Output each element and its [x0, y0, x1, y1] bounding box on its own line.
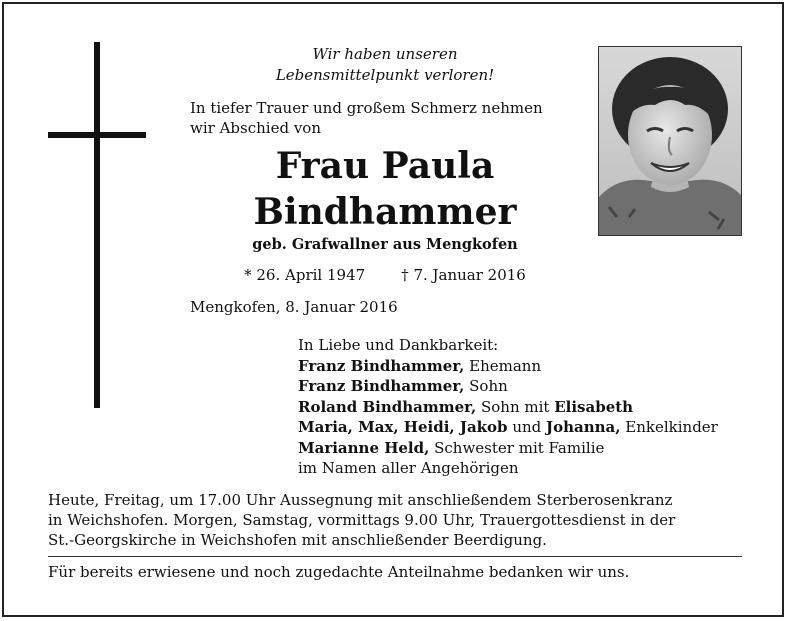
notice-line-2: in Weichshofen. Morgen, Samstag, vormittags 9.00 Uhr, Trauergottesdienst in der — [48, 511, 676, 529]
cross-icon — [94, 42, 100, 408]
mourner-name: Franz Bindhammer, — [298, 356, 465, 375]
motto-line-2: Lebensmittelpunkt verloren! — [275, 66, 495, 84]
mourners-heading: In Liebe und Dankbarkeit: — [298, 336, 499, 354]
mourner-name: Marianne Held, — [298, 438, 430, 457]
cross-icon-crossbar — [48, 132, 146, 138]
mourner-line — [298, 397, 718, 418]
intro-line-1: In tiefer Trauer und großem Schmerz nehmen — [190, 99, 543, 117]
notice-line-3: St.-Georgskirche in Weichshofen mit anschließender Beerdigung. — [48, 531, 547, 549]
intro-line-2: wir Abschied von — [190, 119, 321, 137]
mourner-relation: Sohn — [464, 377, 508, 395]
mourner-name-secondary: Johanna, — [546, 418, 621, 436]
born-name: geb. Grafwallner aus Mengkofen — [252, 236, 518, 253]
portrait-illustration — [599, 47, 741, 235]
motto — [190, 44, 580, 86]
life-dates — [190, 266, 580, 284]
mourner-relation: Ehemann — [464, 356, 542, 375]
mourners-closing: im Namen aller Angehörigen — [298, 459, 519, 477]
mourner-line — [298, 417, 718, 438]
portrait-photo — [598, 46, 742, 236]
divider — [48, 556, 742, 557]
mourner-line — [298, 376, 718, 397]
mourner-relation: Sohn mit — [476, 397, 555, 416]
mourner-name-secondary: Elisabeth — [554, 397, 634, 416]
mourners-list — [298, 335, 718, 479]
mourner-line — [298, 356, 718, 377]
death-date: † 7. Januar 2016 — [401, 266, 526, 284]
mourner-relation: und — [507, 418, 547, 436]
motto-line-1: Wir haben unseren — [312, 45, 458, 63]
mourner-relation: Schwester mit Familie — [429, 438, 605, 457]
mourner-name: Maria, Max, Heidi, Jakob — [298, 418, 508, 436]
notice-line-1: Heute, Freitag, um 17.00 Uhr Aussegnung mit anschließendem Sterberosenkranz — [48, 491, 673, 509]
thanks-text: Für bereits erwiesene und noch zugedachte Anteilnahme bedanken wir uns. — [48, 563, 630, 581]
intro-text — [190, 98, 543, 138]
mourner-relation-secondary: Enkelkinder — [620, 418, 718, 436]
deceased-name-line-1: Frau Paula — [275, 145, 495, 187]
birth-date: * 26. April 1947 — [244, 266, 366, 284]
mourner-name: Roland Bindhammer, — [298, 397, 477, 416]
mourner-name: Franz Bindhammer, — [298, 377, 465, 395]
mourner-line — [298, 438, 718, 459]
deceased-name-line-2: Bindhammer — [253, 191, 517, 233]
place-date: Mengkofen, 8. Januar 2016 — [190, 298, 398, 316]
deceased-name — [190, 143, 580, 235]
funeral-notice — [48, 490, 748, 550]
